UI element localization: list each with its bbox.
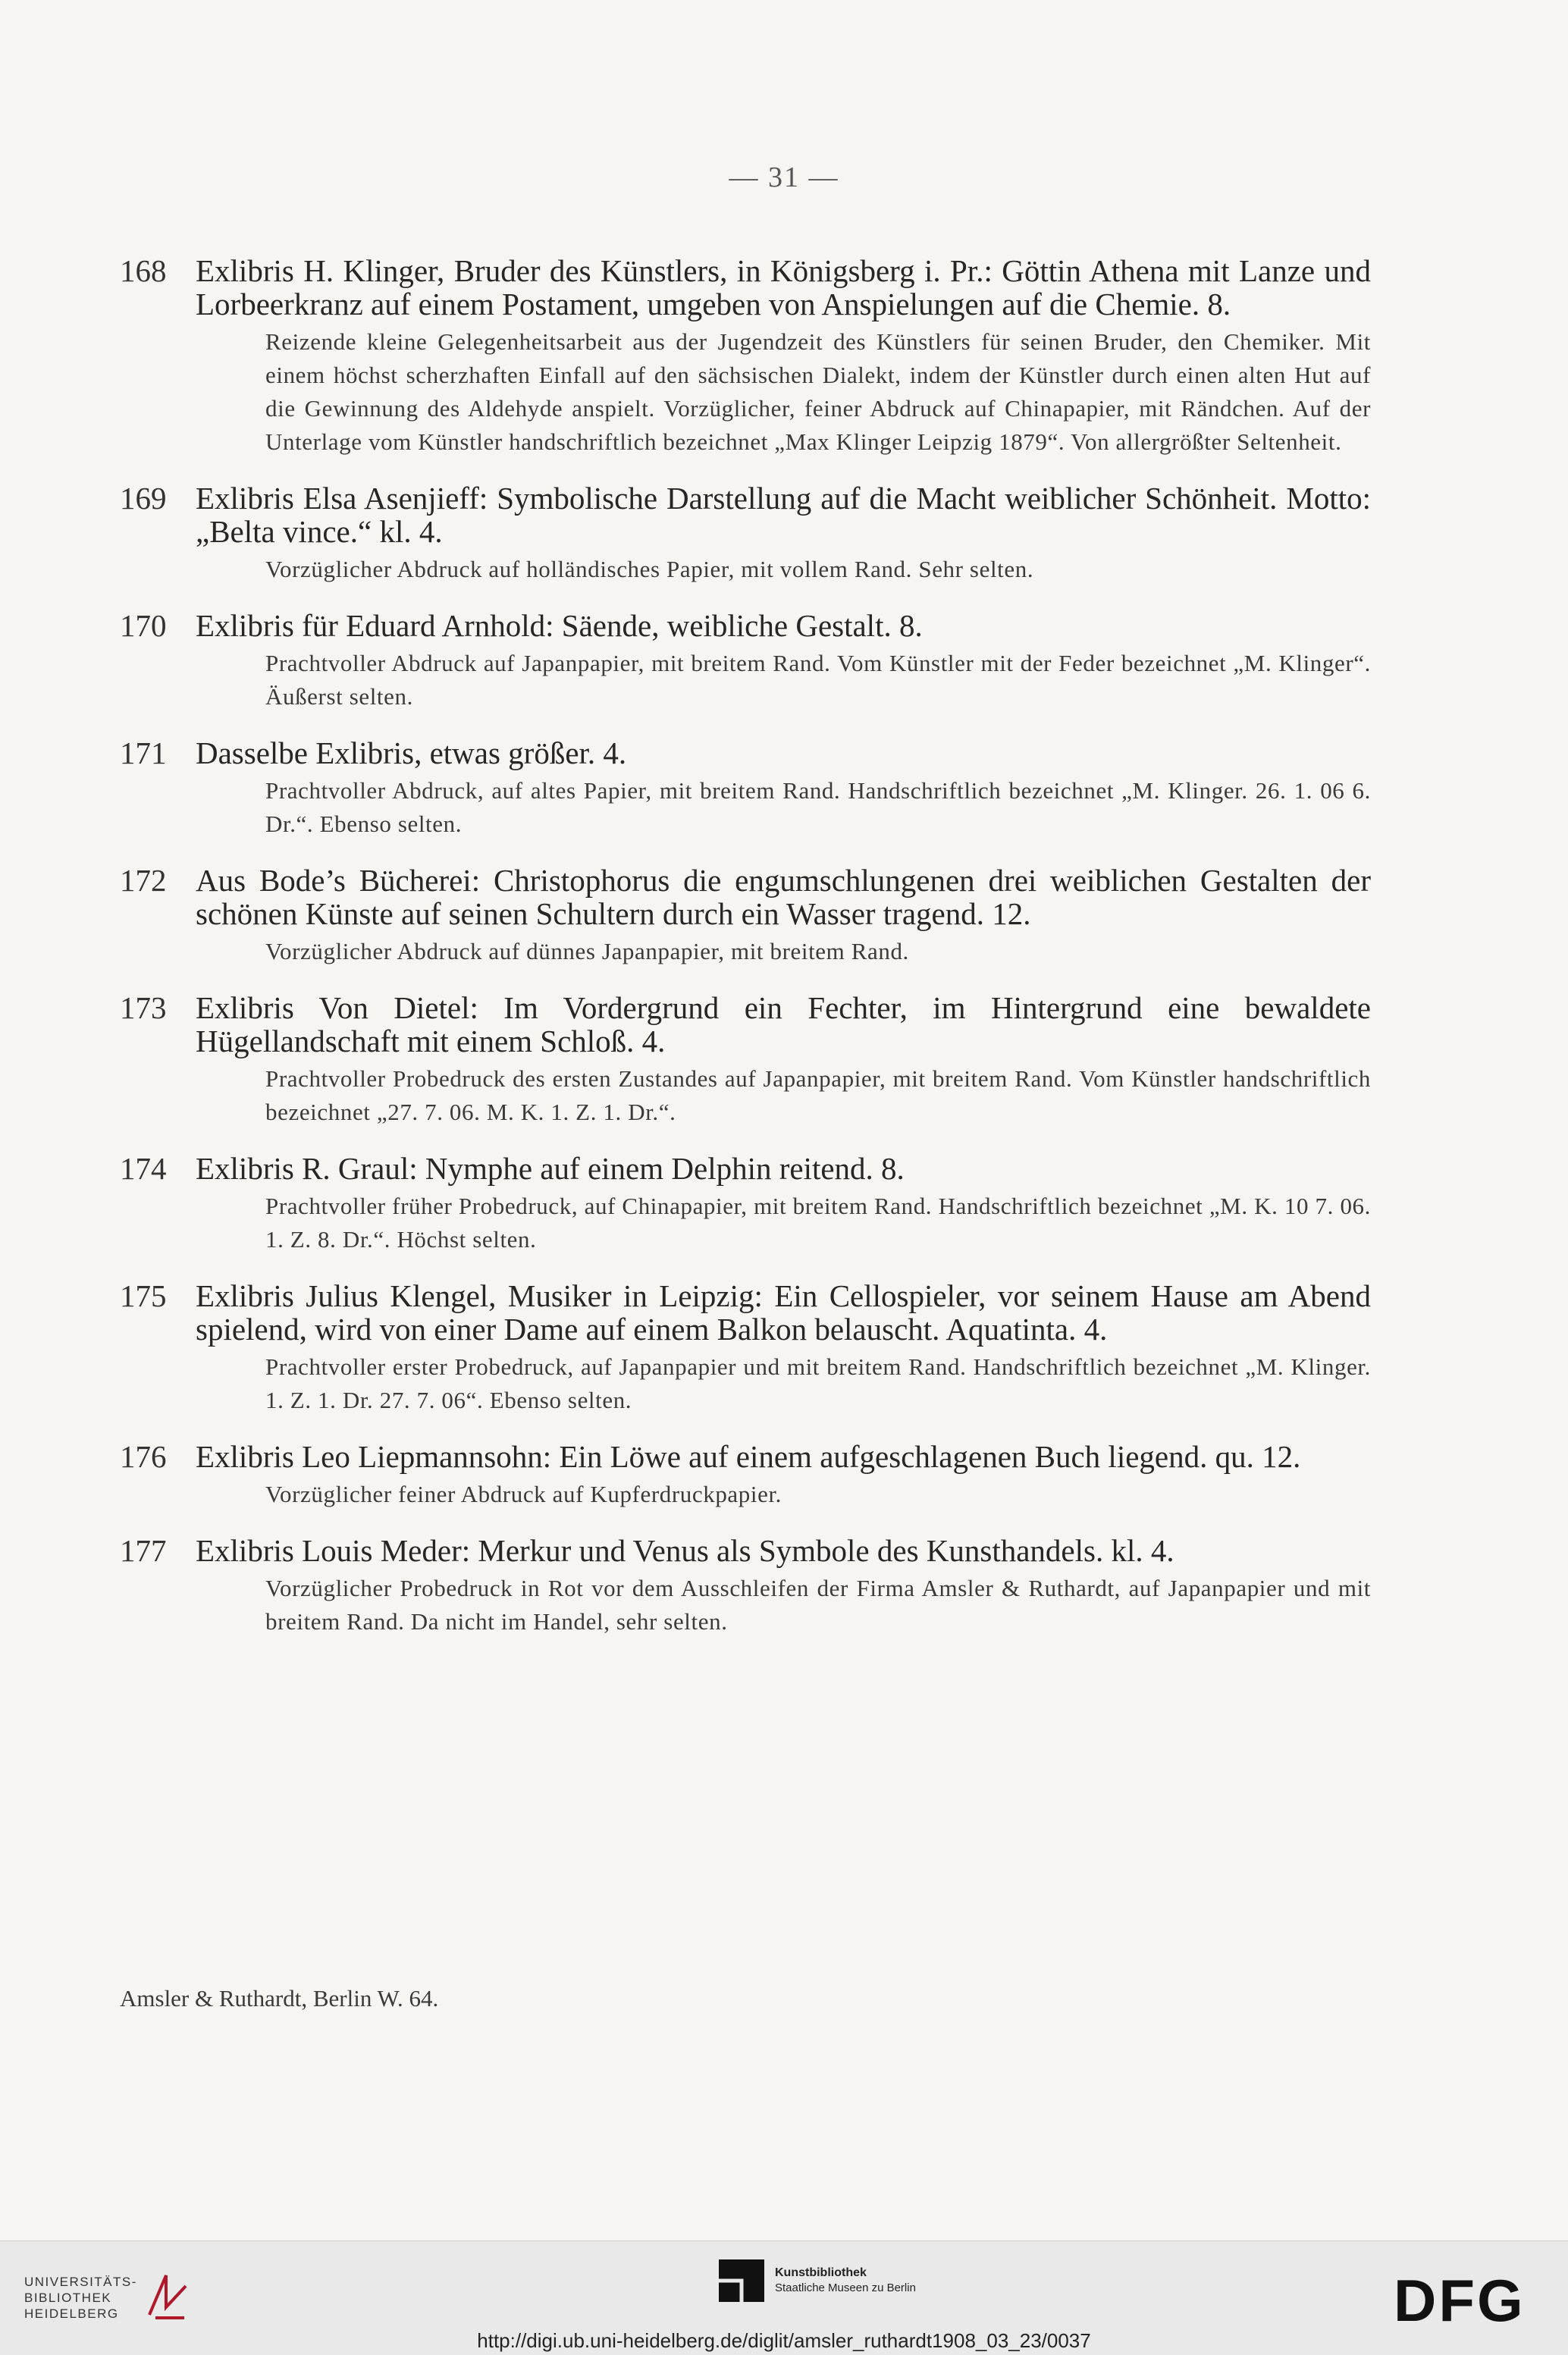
entry-number: 172 bbox=[120, 863, 167, 898]
catalog-entry-177 bbox=[120, 1534, 1371, 1638]
entry-description: Vorzüglicher feiner Abdruck auf Kupferdruckpapier. bbox=[265, 1481, 782, 1507]
entry-title: Exlibris R. Graul: Nymphe auf einem Delphin reitend. 8. bbox=[196, 1151, 905, 1186]
page-number: — 31 — bbox=[729, 161, 839, 193]
entry-description: Prachtvoller Probedruck des ersten Zustandes auf Japanpapier, mit breitem Rand. Vom Künstler handschriftlich bezeichnet „27. 7. 06. M. K. 1. Z. 1. Dr.“. bbox=[265, 1065, 1371, 1125]
publisher-address: Amsler & Ruthardt, Berlin W. 64. bbox=[120, 1985, 439, 2012]
entry-number: 168 bbox=[120, 253, 167, 288]
entry-title: Exlibris Von Dietel: Im Vordergrund ein Fechter, im Hintergrund eine bewaldete Hügellandschaft mit einem Schloß. 4. bbox=[196, 990, 1371, 1058]
catalog-entry-174 bbox=[120, 1152, 1371, 1256]
entry-number: 169 bbox=[120, 481, 167, 516]
entry-title: Exlibris Louis Meder: Merkur und Venus als Symbole des Kunsthandels. kl. 4. bbox=[196, 1533, 1174, 1568]
catalog-entries bbox=[120, 254, 1371, 1661]
catalog-entry-169 bbox=[120, 481, 1371, 586]
logo-text-line: BIBLIOTHEK bbox=[24, 2290, 112, 2305]
catalog-entry-173 bbox=[120, 991, 1371, 1129]
page-url[interactable]: http://digi.ub.uni-heidelberg.de/diglit/amsler_ruthardt1908_03_23/0037 bbox=[477, 2329, 1091, 2352]
dfg-logo[interactable]: DFG bbox=[1394, 2267, 1526, 2334]
entry-title: Exlibris Leo Liepmannsohn: Ein Löwe auf einem aufgeschlagenen Buch liegend. qu. 12. bbox=[196, 1439, 1301, 1474]
entry-number: 176 bbox=[120, 1439, 167, 1474]
entry-description: Prachtvoller Abdruck auf Japanpapier, mit breitem Rand. Vom Künstler mit der Feder bezeichnet „M. Klinger“. Äußerst selten. bbox=[265, 650, 1371, 710]
catalog-entry-172 bbox=[120, 864, 1371, 968]
entry-title: Exlibris H. Klinger, Bruder des Künstlers, in Königsberg i. Pr.: Göttin Athena mit Lanze und Lorbeerkranz auf einem Postament, umgeben von Anspielungen auf die Chemie. 8. bbox=[196, 253, 1371, 321]
kunstbibliothek-subtitle: Staatliche Museen zu Berlin bbox=[775, 2281, 916, 2294]
university-emblem-icon bbox=[145, 2271, 190, 2324]
entry-title: Dasselbe Exlibris, etwas größer. 4. bbox=[196, 735, 627, 770]
university-library-logo[interactable] bbox=[24, 2271, 190, 2324]
entry-number: 170 bbox=[120, 608, 167, 643]
entry-description: Reizende kleine Gelegenheitsarbeit aus der Jugendzeit des Künstlers für seinen Bruder, den Chemiker. Mit einem höchst scherzhaften Einfall auf den sächsischen Dialekt, indem der Künstler durch einen alten Hut auf die Gewinnung des Aldehyde anspielt. Vorzüglicher, feiner Abdruck auf Chinapapier, mit Rändchen. Auf der Unterlage vom Künstler handschriftlich bezeichnet „Max Klinger Leipzig 1879“. Von allergrößter Seltenheit. bbox=[265, 328, 1371, 455]
entry-number: 173 bbox=[120, 990, 167, 1025]
entry-title: Exlibris Elsa Asenjieff: Symbolische Darstellung auf die Macht weiblicher Schönheit. Motto: „Belta vince.“ kl. 4. bbox=[196, 481, 1371, 549]
entry-description: Vorzüglicher Probedruck in Rot vor dem Ausschleifen der Firma Amsler & Ruthardt, auf Japanpapier und mit breitem Rand. Da nicht im Handel, sehr selten. bbox=[265, 1575, 1371, 1635]
catalog-entry-168 bbox=[120, 254, 1371, 459]
kunstbibliothek-name: Kunstbibliothek bbox=[775, 2266, 867, 2279]
entry-description: Vorzüglicher Abdruck auf dünnes Japanpapier, mit breitem Rand. bbox=[265, 938, 909, 964]
logo-text-line: HEIDELBERG bbox=[24, 2306, 119, 2321]
entry-number: 171 bbox=[120, 735, 167, 770]
logo-text-line: UNIVERSITÄTS- bbox=[24, 2274, 137, 2289]
entry-title: Exlibris Julius Klengel, Musiker in Leipzig: Ein Cellospieler, vor seinem Hause am Abend spielend, wird von einer Dame auf einem Balkon belauscht. Aquatinta. 4. bbox=[196, 1278, 1371, 1347]
entry-description: Prachtvoller Abdruck, auf altes Papier, mit breitem Rand. Handschriftlich bezeichnet „M. Klinger. 26. 1. 06 6. Dr.“. Ebenso selten. bbox=[265, 777, 1371, 837]
entry-description: Vorzüglicher Abdruck auf holländisches Papier, mit vollem Rand. Sehr selten. bbox=[265, 556, 1034, 582]
entry-title: Aus Bode’s Bücherei: Christophorus die engumschlungenen drei weiblichen Gestalten der schönen Künste auf seinen Schultern durch ein Wasser tragend. 12. bbox=[196, 863, 1371, 931]
entry-number: 177 bbox=[120, 1533, 167, 1568]
entry-number: 174 bbox=[120, 1151, 167, 1186]
entry-title: Exlibris für Eduard Arnhold: Säende, weibliche Gestalt. 8. bbox=[196, 608, 923, 643]
entry-description: Prachtvoller erster Probedruck, auf Japanpapier und mit breitem Rand. Handschriftlich bezeichnet „M. Klinger. 1. Z. 1. Dr. 27. 7. 06“. Ebenso selten. bbox=[265, 1353, 1371, 1413]
kunstbibliothek-emblem-icon bbox=[717, 2258, 766, 2303]
catalog-entry-175 bbox=[120, 1279, 1371, 1417]
entry-description: Prachtvoller früher Probedruck, auf Chinapapier, mit breitem Rand. Handschriftlich bezeichnet „M. K. 10 7. 06. 1. Z. 8. Dr.“. Höchst selten. bbox=[265, 1193, 1371, 1253]
catalog-entry-170 bbox=[120, 609, 1371, 713]
catalog-entry-171 bbox=[120, 736, 1371, 841]
entry-number: 175 bbox=[120, 1278, 167, 1313]
kunstbibliothek-logo[interactable] bbox=[717, 2258, 916, 2303]
catalog-entry-176 bbox=[120, 1440, 1371, 1511]
